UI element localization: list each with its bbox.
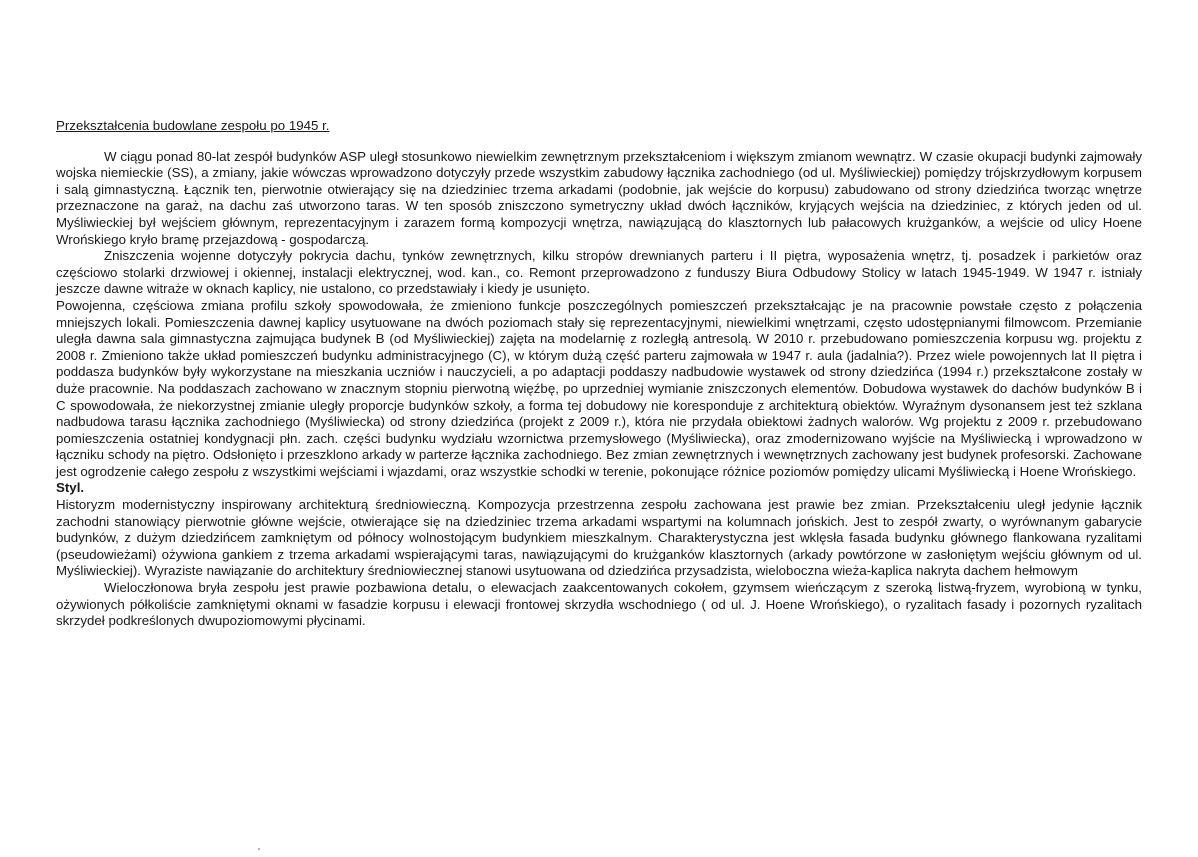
document-title: Przekształcenia budowlane zespołu po 1945 r.	[56, 118, 330, 133]
paragraph-postwar-changes: Powojenna, częściowa zmiana profilu szkoły spowodowała, że zmieniono funkcje poszczególnych pomieszczeń przekształcając je na pracownie powstałe często z połączenia mniejszych lokali. Pomieszczenia dawnej kaplicy usytuowane na dwóch poziomach stały się reprezentacyjnymi, niewielkimi wnętrzami, często udostępnianymi filmowcom. Przemianie uległa dawna sala gimnastyczna zajmująca budynek B (od Myśliwieckiej) zajęta na modelarnię z rozległą antresolą. W 2010 r. przebudowano pomieszczenia korpusu wg. projektu z 2008 r. Zmieniono także układ pomieszczeń budynku administracyjnego (C), w którym dużą część parteru zajmowała w 1947 r. aula (jadalnia?). Przez wiele powojennych lat II piętra i poddasza budynków były wykorzystane na mieszkania uczniów i nauczycieli, a po adaptacji poddaszy nadbudowie wystawek od strony dziedzińca (1994 r.) przekształcone zostały w duże pracownie. Na poddaszach zachowano w znacznym stopniu pierwotną więźbę, po uprzedniej wymianie zniszczonych elementów. Dobudowa wystawek do dachów budynków B i C spowodowała, że niekorzystnej zmianie uległy proporcje budynków szkoły, a forma tej dobudowy nie koresponduje z architekturą obiektów. Wyraźnym dysonansem jest też szklana nadbudowa tarasu łącznika zachodniego (Myśliwiecka) od strony dziedzińca (projekt z 2009 r.), która nie przydała obiektowi żadnych walorów. Wg projektu z 2009 r. przebudowano pomieszczenia ostatniej kondygnacji płn. zach. części budynku wydziału wzornictwa przemysłowego (Myśliwiecka), oraz zmodernizowano wyjście na Myśliwiecką i wprowadzono w łączniku schody na piętro. Odsłonięto i przeszklono arkady w parterze łącznika zachodniego. Bez zmian zewnętrznych i wewnętrznych zachowany jest budynek profesorski. Zachowane jest ogrodzenie całego zespołu z wszystkimi wejściami i wjazdami, oraz wszystkie schodki w terenie, pokonujące różnice poziomów pomiędzy ulicami Myśliwiecką i Hoene Wrońskiego.	[56, 297, 1142, 479]
style-section-heading: Styl.	[56, 480, 85, 496]
paragraph-building-form: Wieloczłonowa bryła zespołu jest prawie pozbawiona detalu, o elewacjach zaakcentowanych cokołem, gzymsem wieńczącym z szeroką listwą-fryzem, wyrobioną w tynku, ożywionych półkoliście zamkniętymi oknami w fasadzie korpusu i elewacji frontowej skrzydła wschodniego ( od ul. J. Hoene Wrońskiego), o ryzalitach fasady i pozornych ryzalitach skrzydeł podkreślonych dwupoziomowymi płycinami.	[56, 580, 1142, 629]
paragraph-war-damage: Zniszczenia wojenne dotyczyły pokrycia dachu, tynków zewnętrznych, kilku stropów drewnianych parteru i II piętra, wyposażenia wnętrz, tj. posadzek i parkietów oraz częściowo stolarki drzwiowej i okiennej, instalacji elektrycznej, wod. kan., co. Remont przeprowadzono z funduszy Biura Odbudowy Stolicy w latach 1945-1949. W 1947 r. istniały jeszcze dawne witraże w oknach kaplicy, nie ustalono, co przedstawiały i kiedy je usunięto.	[56, 248, 1142, 297]
scan-speck	[258, 848, 260, 850]
paragraph-occupation-changes: W ciągu ponad 80-lat zespół budynków ASP uległ stosunkowo niewielkim zewnętrznym przekształceniom i większym zmianom wewnątrz. W czasie okupacji budynki zajmowały wojska niemieckie (SS), a zmiany, jakie wówczas wprowadzono dotyczyły przede wszystkim zabudowy łącznika zachodniego (od ul. Myśliwieckiej) pomiędzy trójskrzydłowym korpusem i salą gimnastyczną. Łącznik ten, pierwotnie otwierający się na dziedziniec trzema arkadami (podobnie, jak wejście do korpusu) zabudowano od strony dziedzińca tworząc wnętrze przeznaczone na garaż, na dachu zaś utworzono taras. W ten sposób zniszczono symetryczny układ dwóch łączników, kryjących wejścia na dziedziniec, z których jeden od ul. Myśliwieckiej był wejściem głównym, reprezentacyjnym i zarazem formą kompozycji wnętrza, nawiązującą do klasztornych lub pałacowych krużganków, a wejście od ulicy Hoene Wrońskiego kryło bramę przejazdową - gospodarczą.	[56, 148, 1142, 247]
paragraph-style-description: Historyzm modernistyczny inspirowany architekturą średniowieczną. Kompozycja przestrzenna zespołu zachowana jest prawie bez zmian. Przekształceniu uległ jedynie łącznik zachodni stanowiący pierwotnie główne wejście, otwierające się na dziedziniec trzema arkadami wspartymi na kolumnach jońskich. Jest to zespół zwarty, o wyrównanym gabarycie budynków, z dużym dziedzińcem zamkniętym od północy wolnostojącym budynkiem mieszkalnym. Charakterystyczna jest wklęsła fasada budynku głównego flankowana ryzalitami (pseudowieżami) ożywiona gankiem z trzema arkadami wspierającymi taras, nawiązującymi do krużganków klasztornych (arkady powtórzone w zasłoniętym wejściu głównym od ul. Myśliwieckiej). Wyraziste nawiązanie do architektury średniowiecznej stanowi usytuowana od dziedzińca przysadzista, wieloboczna wieża-kaplica nakryta dachem hełmowym	[56, 497, 1142, 579]
document-page	[56, 118, 1142, 630]
